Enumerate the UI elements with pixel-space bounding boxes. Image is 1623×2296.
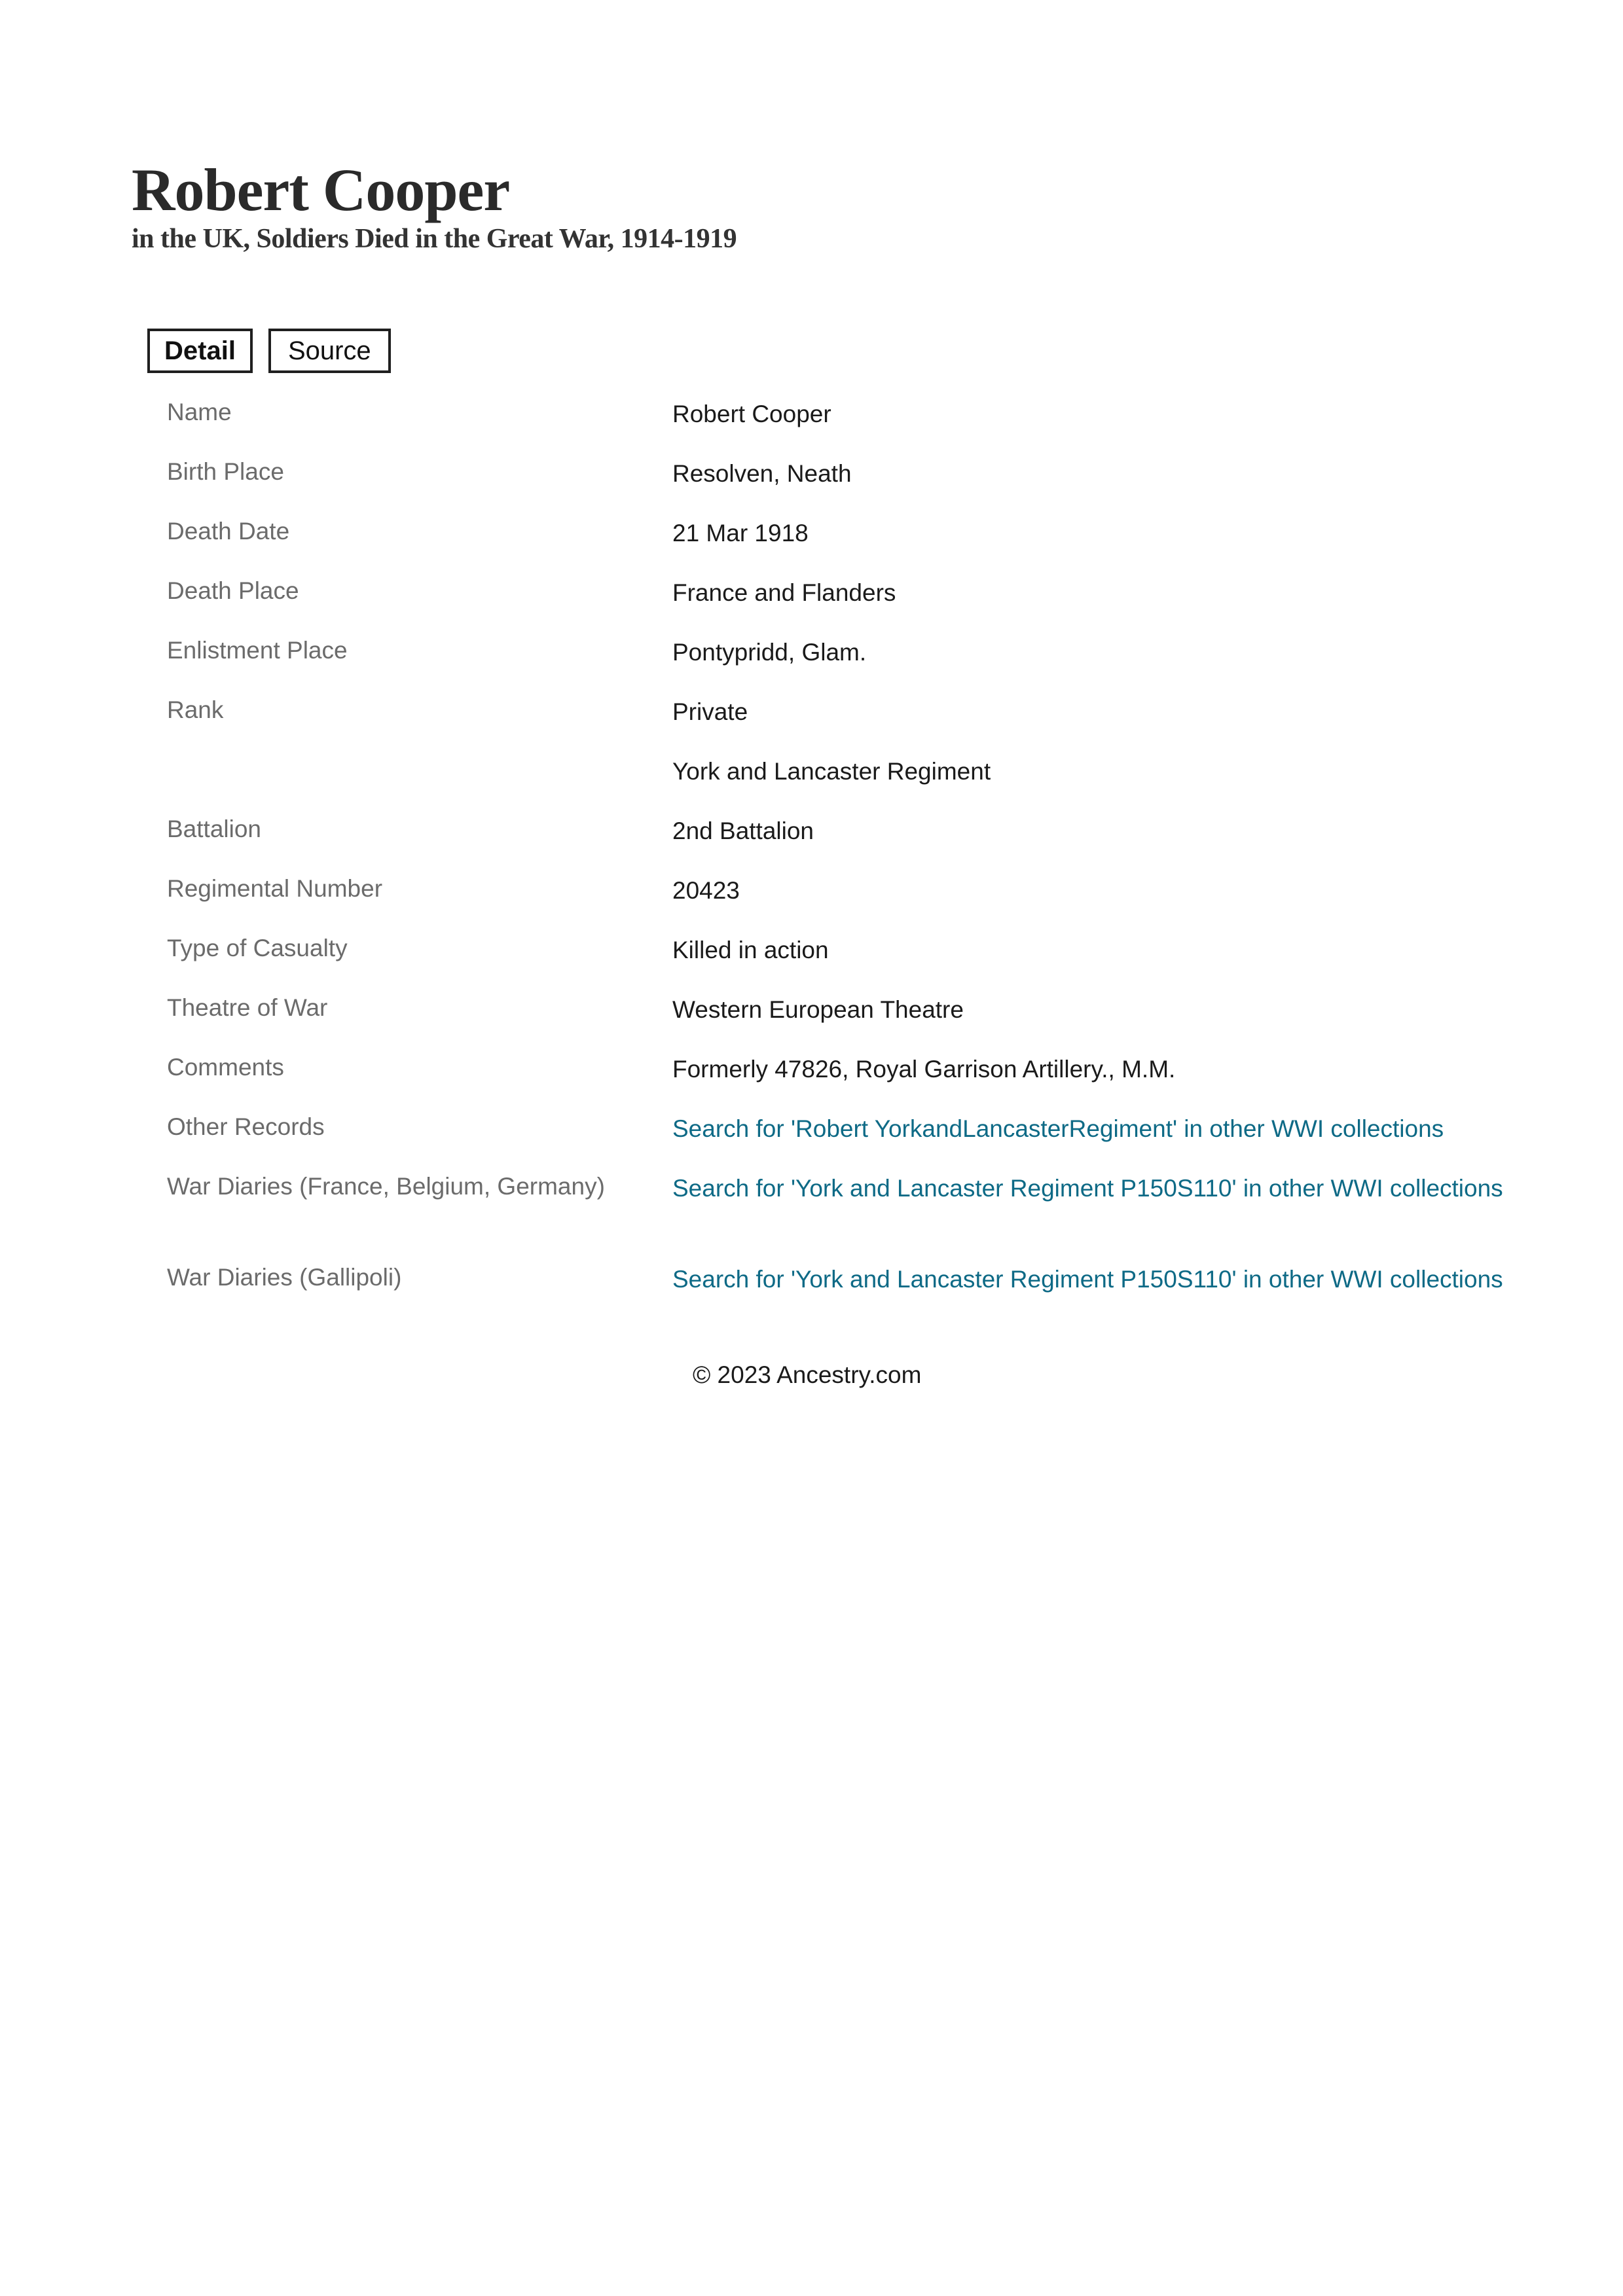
field-value: Robert Cooper [672,401,831,427]
collection-subtitle: in the UK, Soldiers Died in the Great War, 1914-1919 [132,224,737,254]
field-label: Comments [167,1054,284,1081]
field-label: War Diaries (Gallipoli) [167,1264,402,1291]
tab-source[interactable]: Source [268,329,391,373]
field-row-battalion [167,814,1509,873]
record-tabs [147,329,391,373]
field-label: War Diaries (France, Belgium, Germany) [167,1173,605,1200]
field-label: Battalion [167,816,261,842]
record-header [132,157,737,255]
field-row-theatre-of-war [167,992,1509,1052]
field-row-war-diaries-france [167,1171,1509,1262]
page-title: Robert Cooper [132,156,510,223]
field-label: Regimental Number [167,875,383,902]
field-value: Killed in action [672,937,829,963]
field-label: Name [167,399,232,425]
field-label: Birth Place [167,458,284,485]
field-value: France and Flanders [672,579,896,606]
field-value: Private [672,698,748,725]
copyright-footer: © 2023 Ancestry.com [693,1361,922,1388]
field-row-regimental-number [167,873,1509,933]
field-value: Pontypridd, Glam. [672,639,867,666]
field-label: Death Date [167,518,290,545]
tab-detail[interactable]: Detail [147,329,253,373]
field-label: Type of Casualty [167,935,348,961]
field-value: 20423 [672,877,740,904]
other-records-search-link[interactable]: Search for 'Robert YorkandLancasterRegiment' in other WWI collections [672,1115,1444,1142]
field-label: Other Records [167,1113,325,1140]
field-row-war-diaries-gallipoli [167,1262,1509,1353]
war-diaries-gallipoli-search-link[interactable]: Search for 'York and Lancaster Regiment P150S110' in other WWI collections [672,1266,1503,1293]
field-value [672,1171,1509,1205]
field-label: Enlistment Place [167,637,348,664]
field-row-regiment [167,754,1509,814]
field-label: Theatre of War [167,994,328,1021]
record-fields [167,397,1509,1353]
field-label: Rank [167,696,224,723]
field-row-other-records [167,1111,1509,1171]
war-diaries-france-search-link[interactable]: Search for 'York and Lancaster Regiment P150S110' in other WWI collections [672,1175,1503,1202]
field-row-death-place [167,575,1509,635]
field-row-type-of-casualty [167,933,1509,992]
field-label: Death Place [167,577,299,604]
field-value: 21 Mar 1918 [672,520,809,547]
field-value: 2nd Battalion [672,817,814,844]
field-value: Formerly 47826, Royal Garrison Artillery., M.M. [672,1056,1176,1083]
field-value: York and Lancaster Regiment [672,758,991,785]
field-row-enlistment-place [167,635,1509,694]
field-value: Resolven, Neath [672,460,852,487]
field-row-comments [167,1052,1509,1111]
field-value: Western European Theatre [672,996,964,1023]
field-row-death-date [167,516,1509,575]
field-row-birth-place [167,456,1509,516]
field-value [672,1111,1509,1145]
field-row-rank [167,694,1509,754]
field-value [672,1262,1509,1296]
field-row-name [167,397,1509,456]
